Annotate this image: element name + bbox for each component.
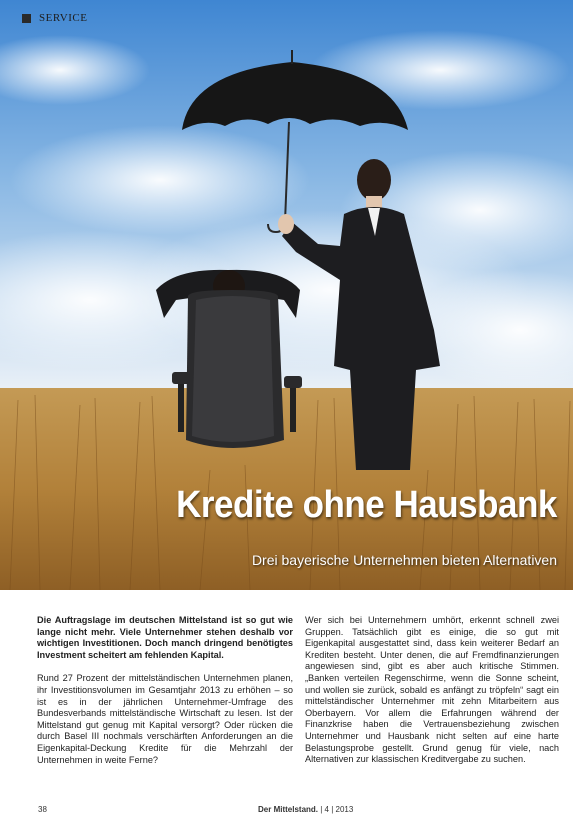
section-tag	[22, 12, 87, 24]
magazine-credit	[258, 805, 353, 814]
article-column-right	[305, 615, 559, 766]
article-subheadline: Drei bayerische Unternehmen bieten Alternativen	[251, 552, 557, 568]
article-body-left: Rund 27 Prozent der mittelständischen Unternehmen planen, ihr Investitionsvolumen im Gesamtjahr 2013 zu erhöhen – so ist es in der jährlichen Unternehmer-Umfrage des Bundesverbands mittelständische Wirtschaft zu lesen. Ist der Mittelstand gut genug mit Kapital versorgt? Oder rücken die durch Basel III nochmals verschärften Anforderungen an die Eigenkapital-Deckung Kredite für die Mehrzahl der Unternehmen in weite Ferne?	[37, 673, 293, 765]
article-body-right: Wer sich bei Unternehmern umhört, erkennt schnell zwei Gruppen. Tatsächlich gibt es einige, die so gut mit Eigenkapital ausgestattet sind, dass kein weiterer Bedarf an Krediten besteht. Unter denen, die auf Fremdfinanzierungen angewiesen sind, gibt es aber auch kritische Stimmen. „Banken verteilen Regenschirme, wenn die Sonne scheint, und wollen sie zurück, sobald es anfängt zu tröpfeln“ sagt ein mittelständischer Unternehmer mit zehn Mitarbeitern aus Oberbayern. Vor allem die Erfahrungen während der Finanzkrise haben die Vertrauensbeziehung zwischen Unternehmer und Hausbank nicht selten auf eine harte Belastungsprobe gestellt. Grund genug für viele, nach Alternativen zur klassischen Kreditvergabe zu suchen.	[305, 615, 559, 765]
article-lead: Die Auftragslage im deutschen Mittelstand ist so gut wie lange nicht mehr. Viele Unternehmer stehen deshalb vor wichtigen Investitionen. Doch manch dringend benötigtes Investment scheitert am fehlenden Kapital.	[37, 615, 293, 660]
page-number: 38	[38, 805, 47, 814]
page-footer	[0, 805, 573, 819]
article-column-left	[37, 615, 293, 766]
section-square-icon	[22, 14, 31, 23]
issue-number: | 4 | 2013	[320, 805, 354, 814]
section-label: SERVICE	[39, 12, 88, 24]
magazine-name: Der Mittelstand.	[258, 805, 319, 814]
article-headline: Kredite ohne Hausbank	[176, 484, 557, 526]
